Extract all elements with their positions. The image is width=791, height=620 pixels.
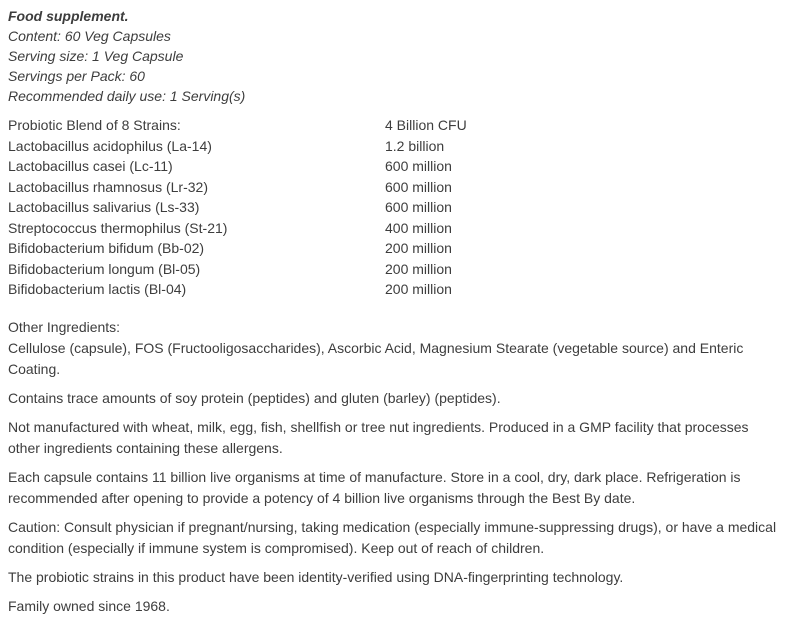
intro-line-serving-size: Serving size: 1 Veg Capsule xyxy=(8,48,184,64)
allergen-trace-paragraph: Contains trace amounts of soy protein (peptides) and gluten (barley) (peptides). xyxy=(8,389,501,406)
description-paragraphs xyxy=(8,317,783,617)
family-owned-paragraph: Family owned since 1968. xyxy=(8,597,170,614)
strain-label: Streptococcus thermophilus (St-21) xyxy=(8,219,228,236)
table-row xyxy=(8,279,783,300)
table-row xyxy=(8,136,783,157)
strain-label: Lactobacillus acidophilus (La-14) xyxy=(8,137,212,154)
strain-label: Lactobacillus salivarius (Ls-33) xyxy=(8,199,200,215)
strain-amount: 600 million xyxy=(385,158,452,174)
table-row xyxy=(8,177,783,198)
caution-paragraph: Caution: Consult physician if pregnant/nursing, taking medication (especially immune-suppressing drugs), or have a medical condition (especially if immune system is compromised). Keep out of reach of children. xyxy=(8,518,777,556)
intro-line-daily-use: Recommended daily use: 1 Serving(s) xyxy=(8,88,246,104)
strain-label: Probiotic Blend of 8 Strains: xyxy=(8,117,181,133)
strain-amount: 200 million xyxy=(385,240,452,256)
strain-label: Lactobacillus casei (Lc-11) xyxy=(8,158,173,174)
strain-amount: 200 million xyxy=(385,260,452,277)
intro-line-servings-per-pack: Servings per Pack: 60 xyxy=(8,68,145,84)
strain-amount: 600 million xyxy=(385,199,452,215)
intro-title: Food supplement. xyxy=(8,8,129,24)
intro-line-content: Content: 60 Veg Capsules xyxy=(8,28,171,44)
supplement-facts-table xyxy=(8,115,783,300)
strain-amount: 1.2 billion xyxy=(385,137,445,154)
dna-verification-paragraph: The probiotic strains in this product have been identity-verified using DNA-fingerprinting technology. xyxy=(8,568,624,585)
strain-amount: 200 million xyxy=(385,281,452,297)
table-row xyxy=(8,156,783,177)
strain-label: Bifidobacterium lactis (Bl-04) xyxy=(8,281,187,297)
table-row xyxy=(8,218,783,239)
strain-label: Bifidobacterium longum (Bl-05) xyxy=(8,260,201,277)
strain-amount: 4 Billion CFU xyxy=(385,117,467,133)
other-ingredients-paragraph xyxy=(8,317,783,380)
storage-paragraph: Each capsule contains 11 billion live organisms at time of manufacture. Store in a cool, dry, dark place. Refrigeration is recommended after opening to provide a potency of 4 billion live organisms through the Best By date. xyxy=(8,468,741,506)
strain-amount: 400 million xyxy=(385,219,452,236)
other-ingredients-heading: Other Ingredients: xyxy=(8,318,121,335)
strain-label: Bifidobacterium bifidum (Bb-02) xyxy=(8,240,205,256)
strain-amount: 600 million xyxy=(385,178,452,195)
strain-label: Lactobacillus rhamnosus (Lr-32) xyxy=(8,178,208,195)
manufacturing-paragraph: Not manufactured with wheat, milk, egg, fish, shellfish or tree nut ingredients. Produced in a GMP facility that processes other ingredients containing these allergens. xyxy=(8,418,749,456)
table-row xyxy=(8,115,783,136)
table-row xyxy=(8,238,783,259)
table-row xyxy=(8,197,783,218)
other-ingredients-body: Cellulose (capsule), FOS (Fructooligosaccharides), Ascorbic Acid, Magnesium Stearate (vegetable source) and Enteric Coating. xyxy=(8,339,744,377)
table-row xyxy=(8,259,783,280)
supplement-intro xyxy=(8,6,783,106)
